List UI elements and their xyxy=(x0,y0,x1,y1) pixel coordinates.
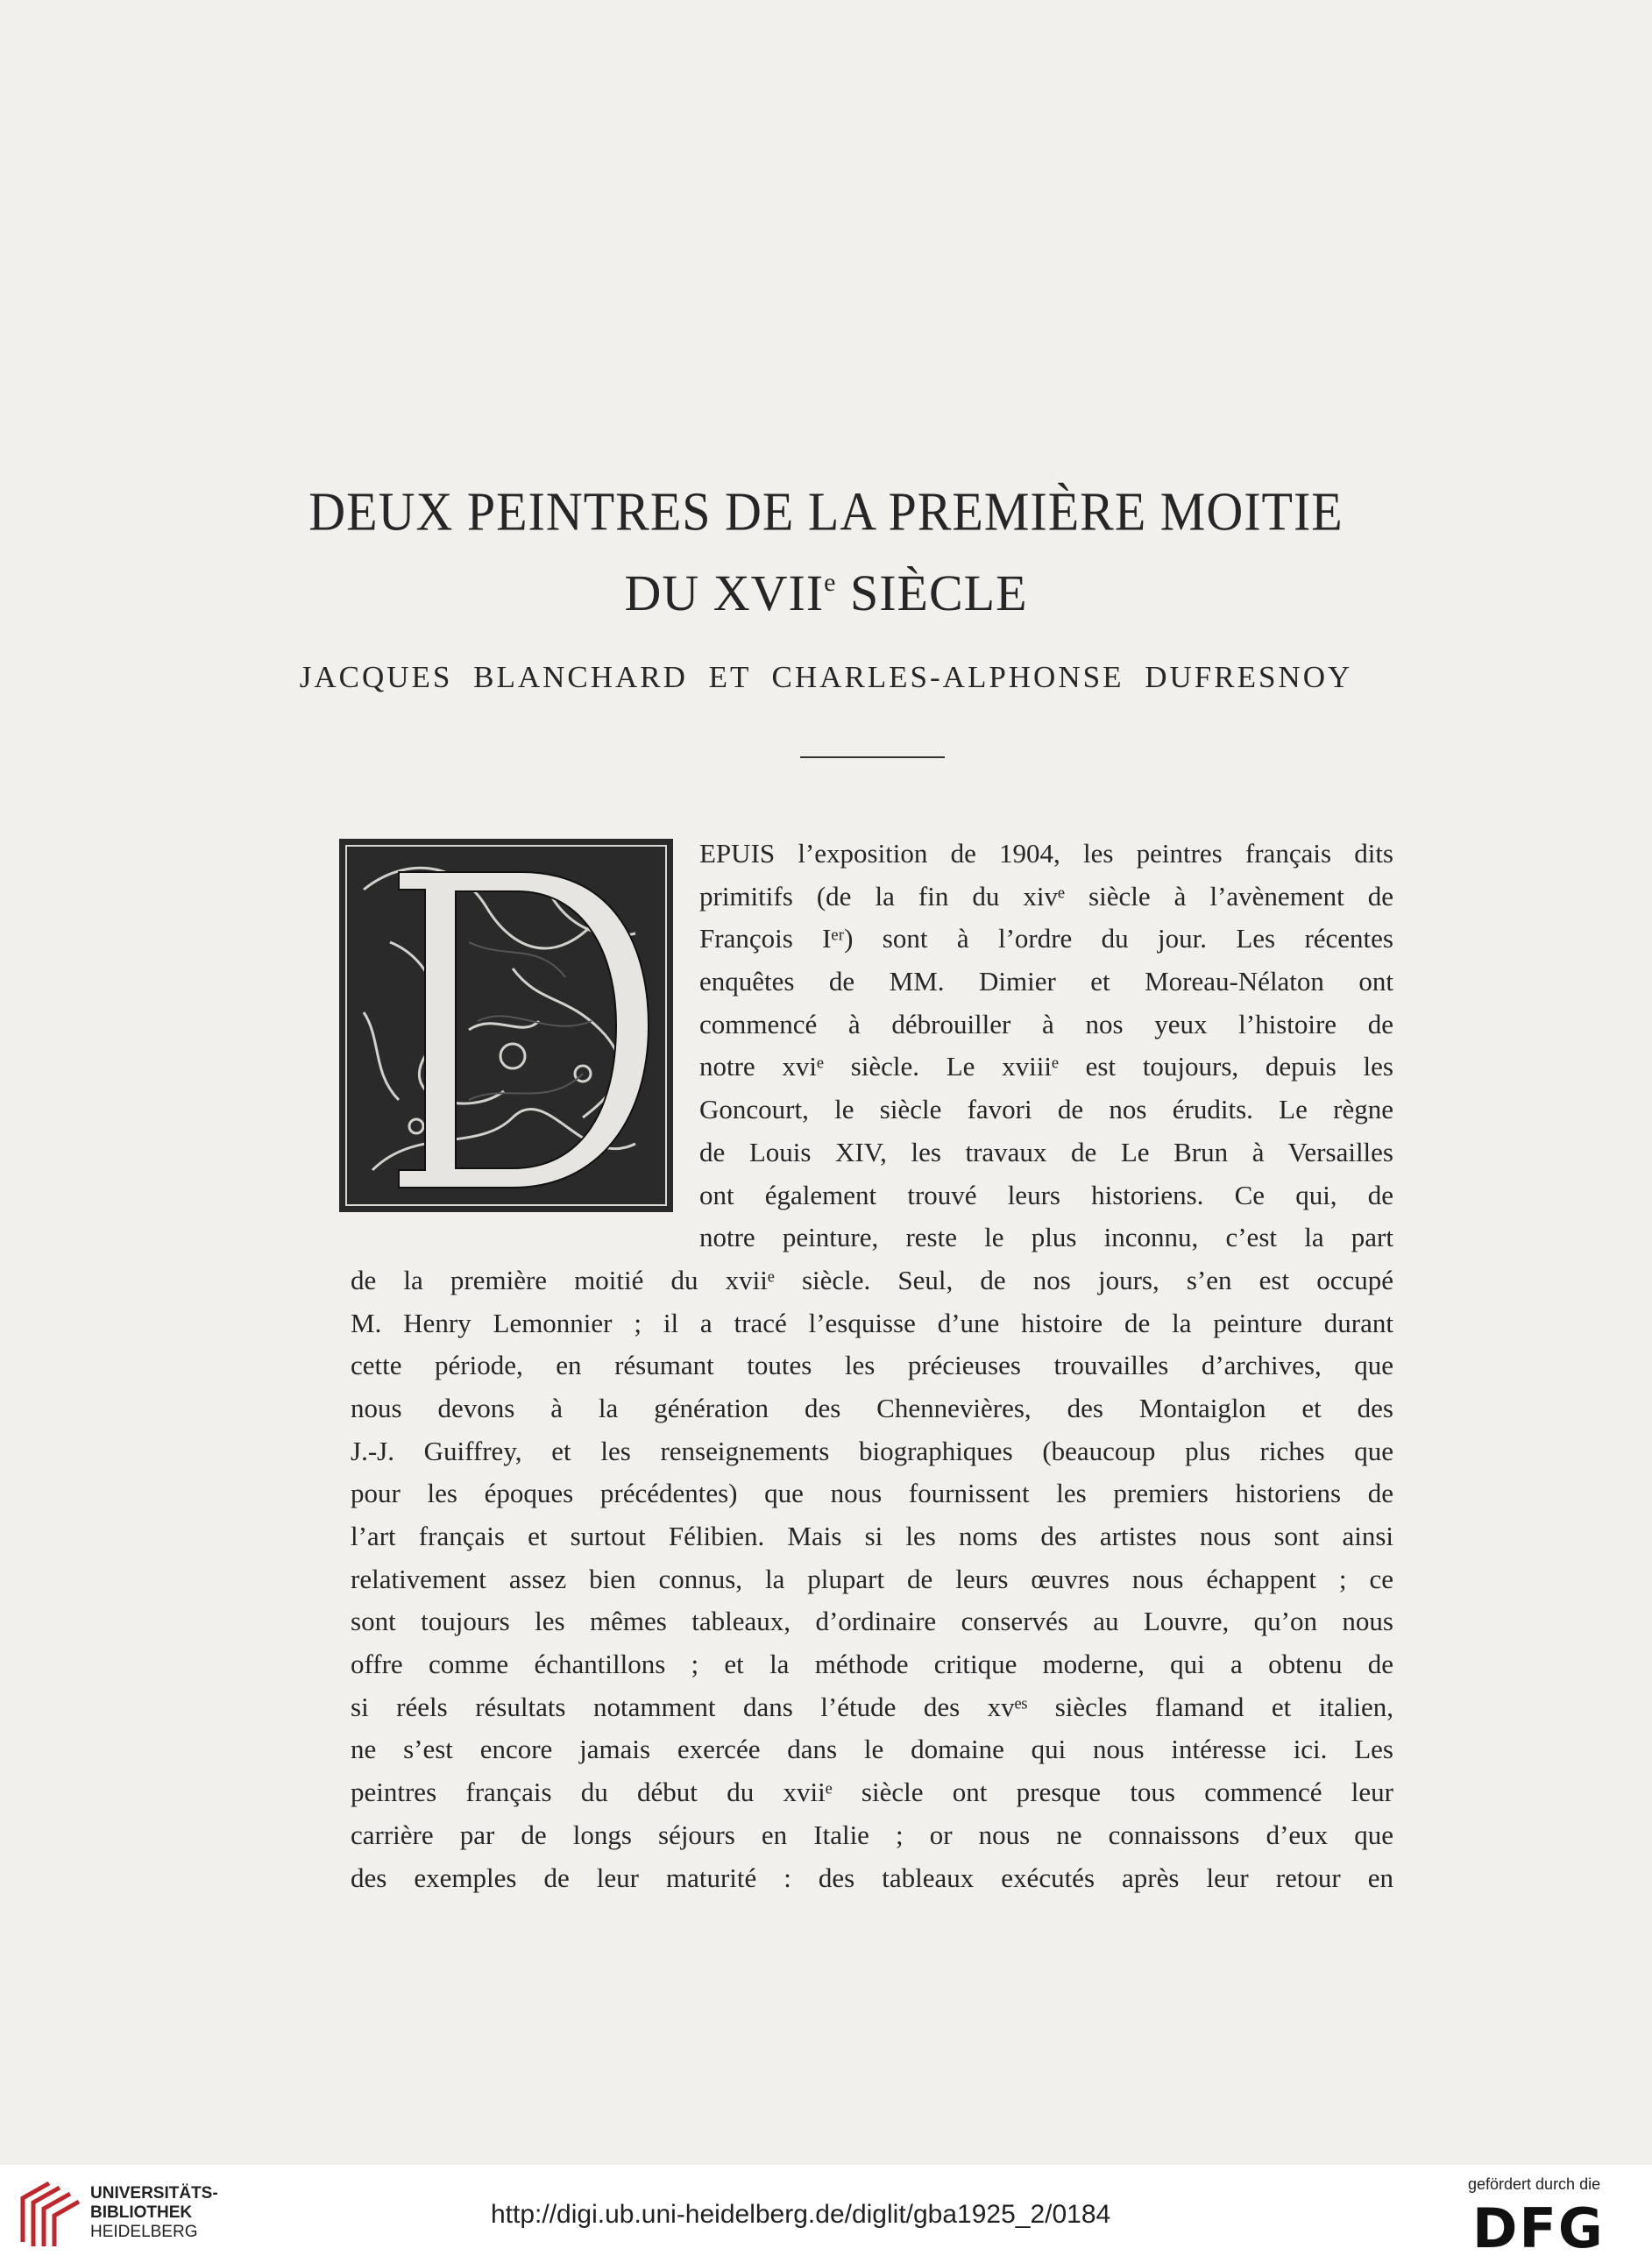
body-line: l’art français et surtout Félibien. Mais si les noms des artistes nous sont ainsi xyxy=(351,1521,1393,1551)
body-line: ont également trouvé leurs historiens. Ce qui, de xyxy=(699,1179,1393,1210)
body-line: peintres français du début du xviiᵉ siècle ont presque tous commencé leur xyxy=(351,1777,1393,1808)
article-title-line-2 xyxy=(0,564,1652,621)
funding-label: gefördert durch die xyxy=(1468,2175,1601,2193)
title-line-2-superscript: e xyxy=(824,568,837,597)
body-line: nous devons à la génération des Chennevières, des Montaiglon et des xyxy=(351,1392,1393,1423)
university-library-name xyxy=(90,2184,218,2242)
body-line: cette période, en résumant toutes les précieuses trouvailles d’archives, que xyxy=(351,1350,1393,1381)
body-line: relativement assez bien connus, la plupart de leurs œuvres nous échappent ; ce xyxy=(351,1563,1393,1594)
body-line: notre xviᵉ siècle. Le xviiiᵉ est toujours, depuis les xyxy=(699,1051,1393,1082)
article-subtitle: JACQUES BLANCHARD ET CHARLES-ALPHONSE DUFRESNOY xyxy=(299,660,1353,694)
body-line: notre peinture, reste le plus inconnu, c’est la part xyxy=(699,1222,1393,1253)
body-line: carrière par de longs séjours en Italie ; or nous ne connaissons d’eux que xyxy=(351,1819,1393,1850)
title-line-2-suffix: SIÈCLE xyxy=(836,564,1028,621)
university-library-logo-icon xyxy=(16,2181,86,2251)
body-line: ne s’est encore jamais exercée dans le domaine qui nous intéresse ici. Les xyxy=(351,1734,1393,1765)
body-line: offre comme échantillons ; et la méthode critique moderne, qui a obtenu de xyxy=(351,1649,1393,1680)
library-name-line-2: BIBLIOTHEK xyxy=(90,2203,193,2222)
body-line: des exemples de leur maturité : des tableaux exécutés après leur retour en xyxy=(351,1862,1393,1893)
body-line: commencé à débrouiller à nos yeux l’histoire de xyxy=(699,1008,1393,1039)
body-line: de la première moitié du xviiᵉ siècle. Seul, de nos jours, s’en est occupé xyxy=(351,1264,1393,1295)
library-name-line-3: HEIDELBERG xyxy=(90,2223,198,2241)
body-line: sont toujours les mêmes tableaux, d’ordinaire conservés au Louvre, qu’on nous xyxy=(351,1606,1393,1637)
title-divider xyxy=(800,756,945,758)
dfg-logo: DFG xyxy=(1472,2196,1605,2260)
title-line-2-prefix: DU XVII xyxy=(624,564,825,621)
body-line: EPUIS l’exposition de 1904, les peintres français dits xyxy=(699,838,1393,869)
page-permalink[interactable]: http://digi.ub.uni-heidelberg.de/diglit/gba1925_2/0184 xyxy=(491,2200,1111,2229)
article-title-line-1: DEUX PEINTRES DE LA PREMIÈRE MOITIE xyxy=(308,480,1344,543)
library-name-line-1: UNIVERSITÄTS- xyxy=(90,2184,218,2203)
body-line: J.-J. Guiffrey, et les renseignements biographiques (beaucoup plus riches que xyxy=(351,1435,1393,1466)
body-line: pour les époques précédentes) que nous fournissent les premiers historiens de xyxy=(351,1478,1393,1509)
body-line: enquêtes de MM. Dimier et Moreau-Nélaton ont xyxy=(699,966,1393,997)
body-line: Goncourt, le siècle favori de nos érudits. Le règne xyxy=(699,1094,1393,1125)
body-line: primitifs (de la fin du xivᵉ siècle à l’avènement de xyxy=(699,880,1393,912)
body-line: si réels résultats notamment dans l’étude des xvᵉˢ siècles flamand et italien, xyxy=(351,1691,1393,1722)
body-line: de Louis XIV, les travaux de Le Brun à Versailles xyxy=(699,1136,1393,1167)
article-body xyxy=(351,833,1393,1899)
body-line: François Iᵉʳ) sont à l’ordre du jour. Les récentes xyxy=(699,923,1393,954)
body-line: M. Henry Lemonnier ; il a tracé l’esquisse d’une histoire de la peinture durant xyxy=(351,1307,1393,1338)
